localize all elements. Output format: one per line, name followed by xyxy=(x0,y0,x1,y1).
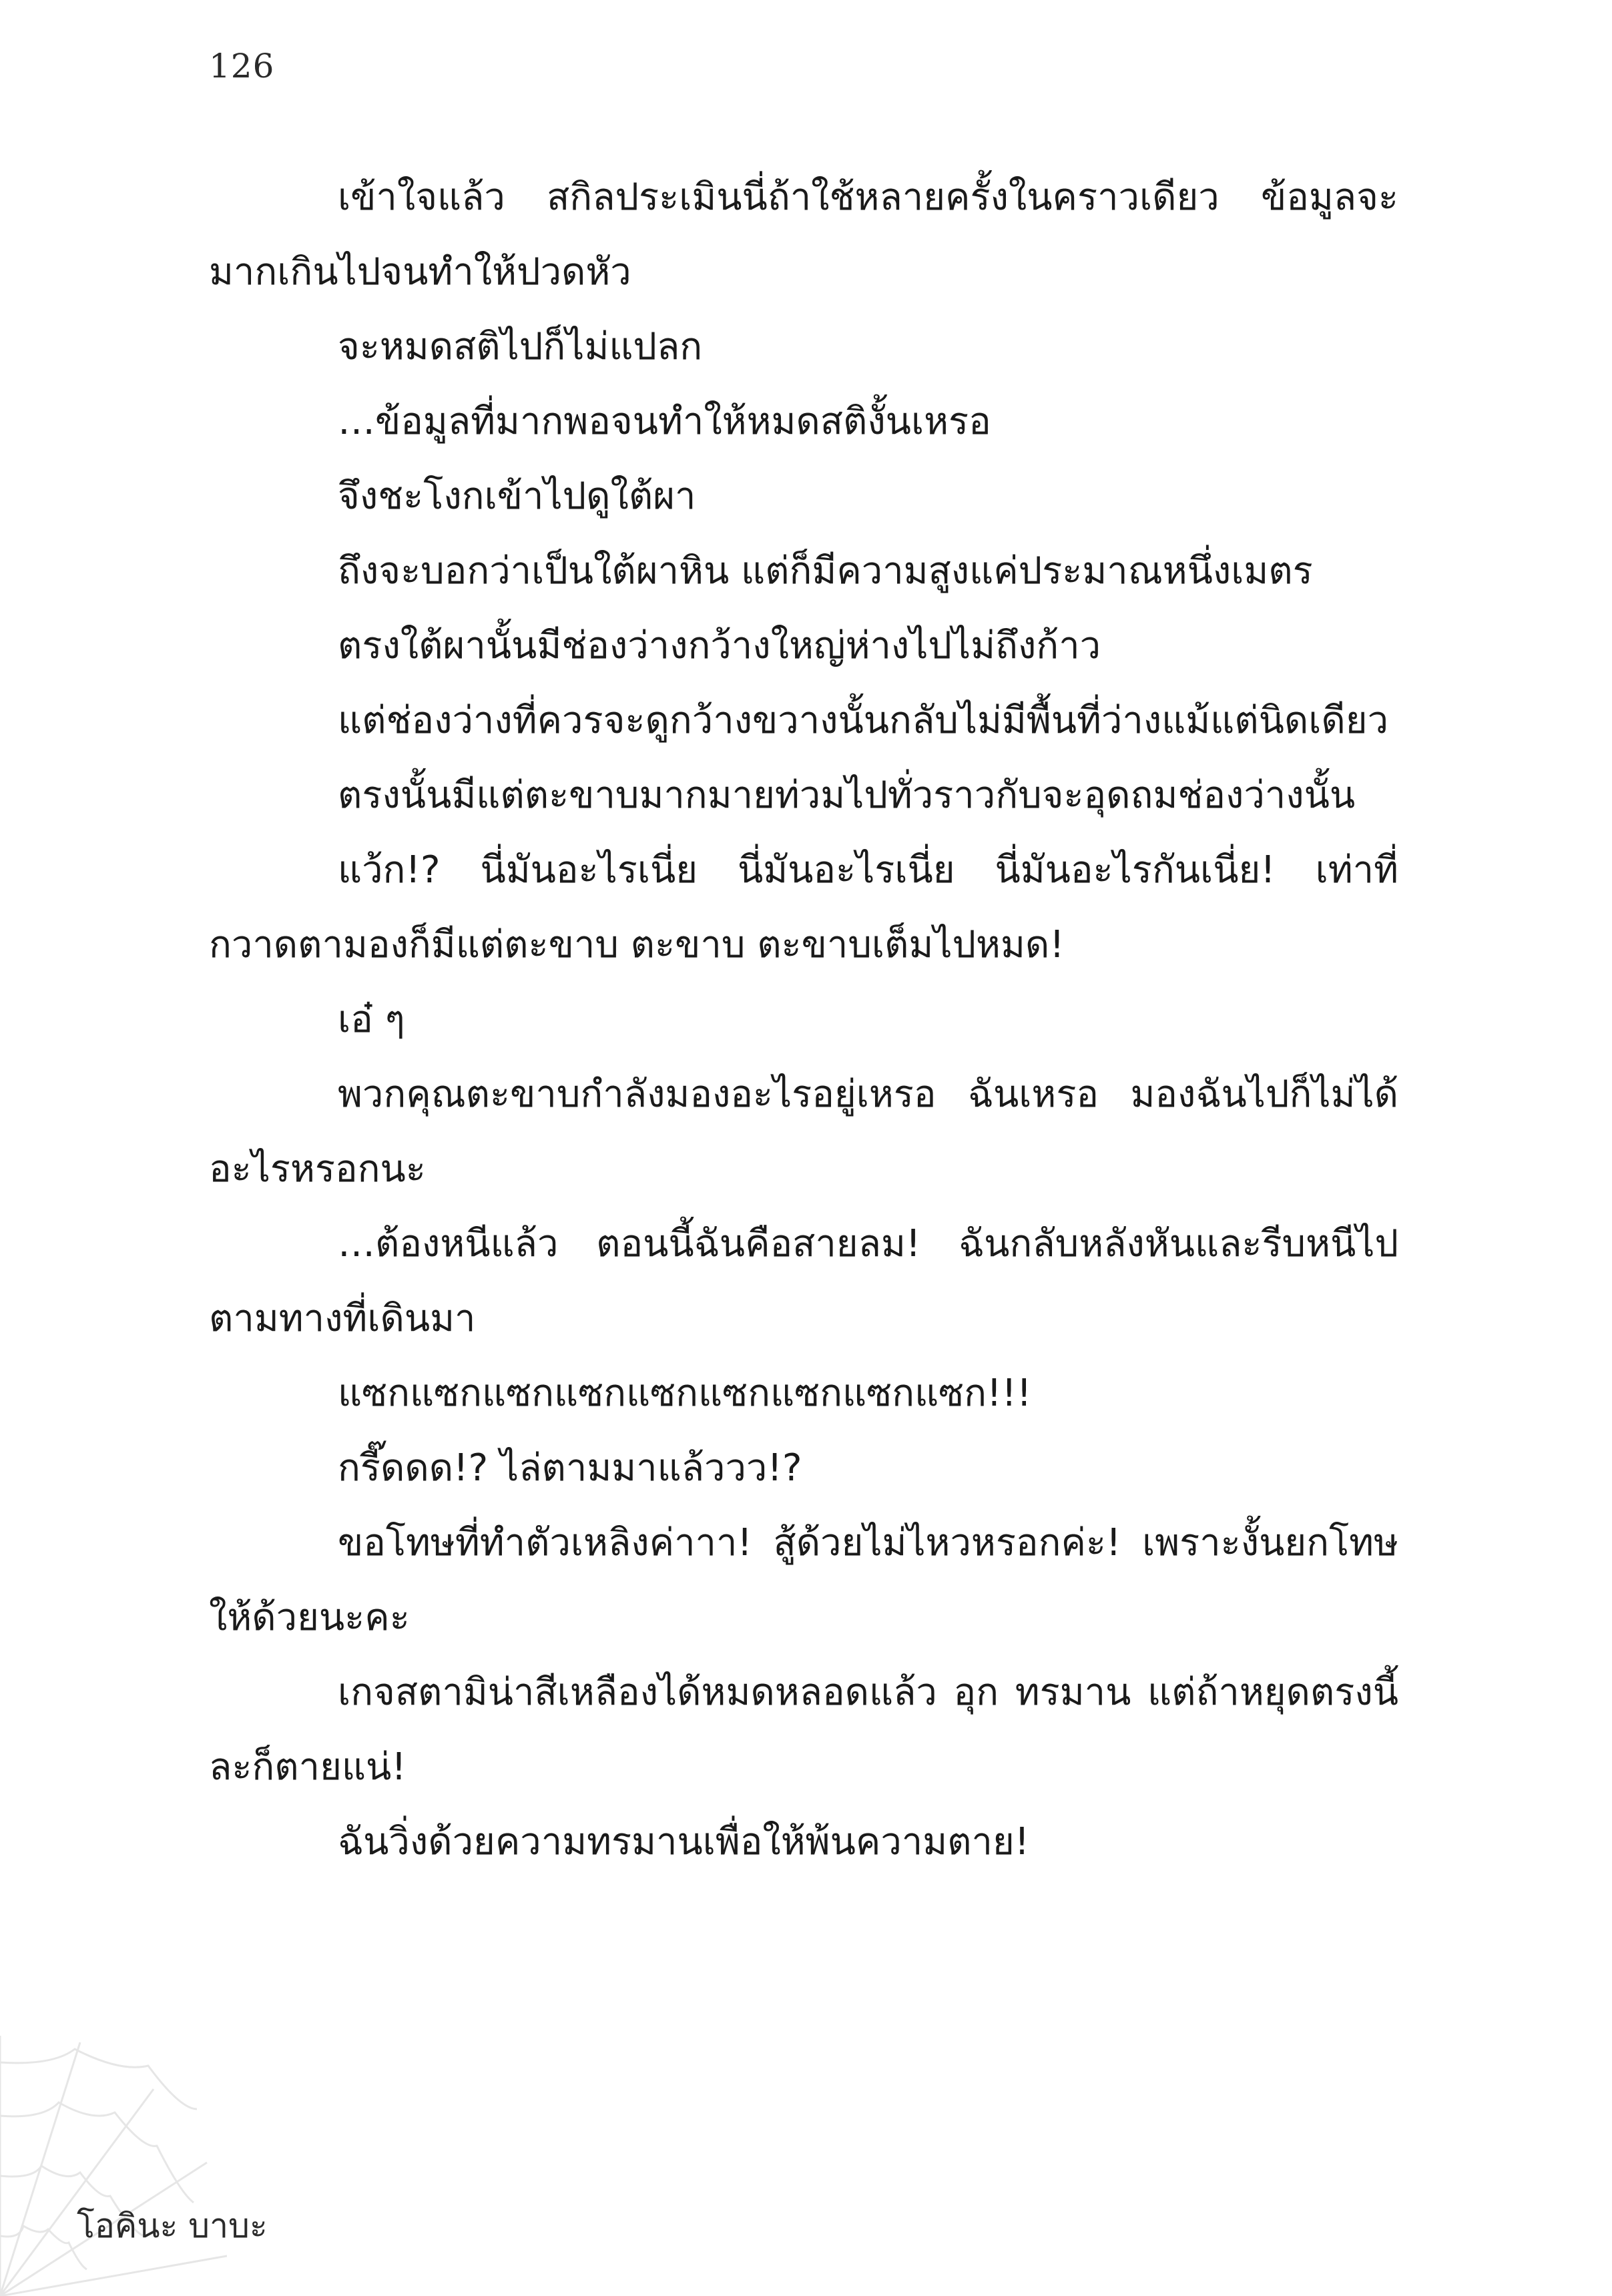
paragraph: ถึงจะบอกว่าเป็นใต้ผาหิน แต่ก็มีความสูงแค่ประมาณหนึ่งเมตร xyxy=(338,549,1313,593)
body-text xyxy=(209,160,1398,1880)
paragraph: …ข้อมูลที่มากพอจนทำให้หมดสติงั้นเหรอ xyxy=(338,400,991,443)
paragraph: แต่ช่องว่างที่ควรจะดูกว้างขวางนั้นกลับไม่มีพื้นที่ว่างแม้แต่นิดเดียว xyxy=(338,699,1389,742)
paragraph: เกจสตามิน่าสีเหลืองได้หมดหลอดแล้ว อุก ทรมาน แต่ถ้าหยุดตรงนี้ละก็ตายแน่! xyxy=(209,1671,1398,1789)
paragraph: เอ๋ ๆ xyxy=(338,998,405,1041)
paragraph: จะหมดสติไปก็ไม่แปลก xyxy=(338,325,703,368)
paragraph: …ต้องหนีแล้ว ตอนนี้ฉันคือสายลม! ฉันกลับหลังหันและรีบหนีไปตามทางที่เดินมา xyxy=(209,1222,1398,1340)
paragraph: แซกแซกแซกแซกแซกแซกแซกแซกแซก!!! xyxy=(338,1372,1032,1415)
paragraph: แว้ก!? นี่มันอะไรเนี่ย นี่มันอะไรเนี่ย นี่มันอะไรกันเนี่ย! เท่าที่กวาดตามองก็มีแต่ตะขาบ ตะขาบ ตะขาบเต็มไปหมด! xyxy=(209,848,1398,966)
paragraph: ตรงใต้ผานั้นมีช่องว่างกว้างใหญ่ห่างไปไม่ถึงก้าว xyxy=(338,624,1101,667)
page-number: 126 xyxy=(209,47,275,85)
paragraph: พวกคุณตะขาบกำลังมองอะไรอยู่เหรอ ฉันเหรอ มองฉันไปก็ไม่ได้อะไรหรอกนะ xyxy=(209,1073,1398,1191)
paragraph: ฉันวิ่งด้วยความทรมานเพื่อให้พ้นความตาย! xyxy=(338,1820,1030,1863)
footer-author: โอคินะ บาบะ xyxy=(77,2207,268,2245)
cobweb-decoration xyxy=(0,2036,227,2296)
paragraph: เข้าใจแล้ว สกิลประเมินนี่ถ้าใช้หลายครั้งในคราวเดียว ข้อมูลจะมากเกินไปจนทำให้ปวดหัว xyxy=(209,176,1398,294)
paragraph: กรี๊ดดด!? ไล่ตามมาแล้ววว!? xyxy=(338,1446,802,1490)
paragraph: ตรงนั้นมีแต่ตะขาบมากมายท่วมไปทั่วราวกับจะอุดถมช่องว่างนั้น xyxy=(338,774,1356,817)
paragraph: จึงชะโงกเข้าไปดูใต้ผา xyxy=(338,475,696,518)
paragraph: ขอโทษที่ทำตัวเหลิงค่าาา! สู้ด้วยไม่ไหวหรอกค่ะ! เพราะงั้นยกโทษให้ด้วยนะคะ xyxy=(209,1521,1398,1639)
